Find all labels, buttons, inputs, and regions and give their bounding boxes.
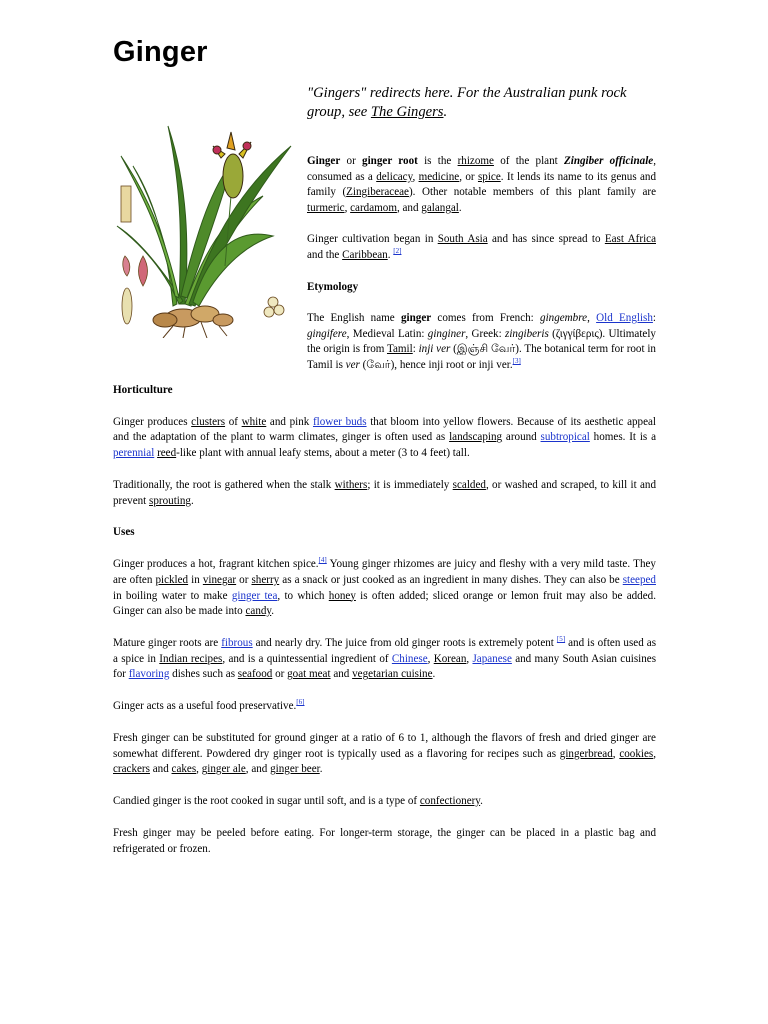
link-reed[interactable]: reed bbox=[157, 447, 177, 460]
link-rhizome[interactable]: rhizome bbox=[457, 155, 494, 167]
link-ginger-ale[interactable]: ginger ale bbox=[201, 763, 246, 776]
link-galangal[interactable]: galangal bbox=[421, 201, 459, 214]
reference-5[interactable]: [5] bbox=[556, 635, 566, 644]
reference-2[interactable]: [2] bbox=[393, 246, 402, 255]
article bbox=[113, 34, 657, 855]
link-pickled[interactable]: pickled bbox=[155, 573, 189, 586]
link-caribbean[interactable]: Caribbean bbox=[342, 248, 388, 261]
link-indian-recipes[interactable]: Indian recipes bbox=[159, 652, 223, 665]
page-title: Ginger bbox=[113, 36, 208, 68]
uses-paragraph-3: Ginger acts as a useful food preservative.[6] bbox=[113, 698, 305, 713]
link-cardamom[interactable]: cardamom bbox=[350, 201, 397, 214]
link-scalded[interactable]: scalded bbox=[452, 478, 486, 491]
link-zingiberaceae[interactable]: Zingiberaceae bbox=[346, 186, 409, 199]
link-confectionery[interactable]: confectionery bbox=[419, 795, 481, 808]
link-delicacy[interactable]: delicacy bbox=[376, 170, 413, 183]
link-clusters[interactable]: clusters bbox=[191, 415, 226, 428]
link-turmeric[interactable]: turmeric bbox=[307, 201, 345, 214]
link-medicine[interactable]: medicine bbox=[418, 170, 460, 183]
link-vegetarian-cuisine[interactable]: vegetarian cuisine bbox=[352, 668, 433, 681]
uses-paragraph-5: Candied ginger is the root cooked in sugar until soft, and is a type of confectionery. bbox=[113, 795, 483, 808]
link-withers[interactable]: withers bbox=[334, 478, 368, 491]
etymology-heading: Etymology bbox=[307, 280, 359, 293]
link-korean[interactable]: Korean bbox=[433, 652, 467, 665]
link-east-africa[interactable]: East Africa bbox=[604, 233, 656, 246]
intro-section bbox=[307, 154, 656, 390]
uses-paragraph-4: Fresh ginger can be substituted for ground ginger at a ratio of 6 to 1, although the flavors of fresh and dried ginger are somewhat different. Powdered dry ginger root is typically used as a flavoring for recipes such as gingerbread, cookies, crackers and cakes, ginger ale, and ginger beer. bbox=[113, 731, 656, 776]
link-sherry[interactable]: sherry bbox=[251, 573, 280, 586]
link-honey[interactable]: honey bbox=[328, 589, 356, 602]
reference-6[interactable]: [6] bbox=[296, 698, 305, 707]
horticulture-paragraph-2: Traditionally, the root is gathered when the stalk withers; it is immediately scalded, or washed and scraped, to kill it and prevent sprouting. bbox=[113, 478, 656, 507]
link-japanese[interactable]: Japanese bbox=[472, 652, 512, 665]
link-flower-buds[interactable]: flower buds bbox=[312, 415, 367, 428]
link-the-gingers[interactable]: The Gingers bbox=[370, 104, 444, 120]
link-crackers[interactable]: crackers bbox=[113, 763, 150, 776]
horticulture-heading: Horticulture bbox=[113, 384, 173, 396]
horticulture-paragraph-1: Ginger produces clusters of white and pink flower buds that bloom into yellow flowers. Because of its aesthetic appeal and the adaptation of the plant to warm climates, ginger is often used as landscaping around subtropical homes. It is a perennial reed-like plant with annual leafy stems, about a meter (3 to 4 feet) tall. bbox=[113, 415, 657, 460]
link-south-asia[interactable]: South Asia bbox=[437, 233, 488, 246]
intro-paragraph: Ginger or ginger root is the rhizome of the plant Zingiber officinale, consumed as a delicacy, medicine, or spice. It lends its name to its genus and family (Zingiberaceae). Other notable members of this plant family are turmeric, cardamom, and galangal. bbox=[307, 155, 657, 214]
uses-paragraph-2: Mature ginger roots are fibrous and nearly dry. The juice from old ginger roots is extremely potent [5] and is often used as a spice in Indian recipes, and is a quintessential ingredient of Chinese, Korean, Japanese and many South Asian cuisines for flavoring dishes such as seafood or goat meat and vegetarian cuisine. bbox=[113, 635, 657, 681]
link-subtropical[interactable]: subtropical bbox=[540, 431, 590, 444]
hatnote: "Gingers" redirects here. For the Australian punk rock group, see The Gingers. bbox=[307, 85, 627, 120]
link-ginger-tea[interactable]: ginger tea bbox=[231, 589, 278, 602]
link-white[interactable]: white bbox=[241, 415, 267, 428]
link-candy[interactable]: candy bbox=[245, 605, 272, 618]
link-cookies[interactable]: cookies bbox=[619, 747, 654, 760]
link-cakes[interactable]: cakes bbox=[171, 763, 197, 776]
ginger-plant-illustration bbox=[113, 106, 293, 338]
uses-heading: Uses bbox=[113, 526, 135, 539]
etymology-paragraph: The English name ginger comes from French: gingembre, Old English: gingifere, Medieval Latin: ginginer, Greek: zingiberis (ζιγγίβερις). Ultimately the origin is from Tamil: inji ver (இஞ்சி வேர்). The botanical term for root in Tamil is ver (வேர்), hence inji root or inji ver.[3] bbox=[307, 312, 657, 371]
link-fibrous[interactable]: fibrous bbox=[221, 637, 253, 650]
link-tamil[interactable]: Tamil bbox=[386, 343, 413, 356]
link-gingerbread[interactable]: gingerbread bbox=[559, 747, 613, 760]
link-vinegar[interactable]: vinegar bbox=[202, 573, 237, 586]
link-ginger-beer[interactable]: ginger beer bbox=[270, 763, 320, 776]
link-spice[interactable]: spice bbox=[477, 170, 501, 183]
article-body bbox=[113, 383, 656, 873]
uses-paragraph-6: Fresh ginger may be peeled before eating. For longer-term storage, the ginger can be placed in a plastic bag and refrigerated or frozen. bbox=[113, 826, 656, 855]
reference-3[interactable]: [3] bbox=[512, 356, 521, 365]
link-seafood[interactable]: seafood bbox=[237, 668, 273, 681]
reference-4[interactable]: [4] bbox=[318, 556, 327, 565]
link-flavoring[interactable]: flavoring bbox=[128, 668, 170, 681]
link-perennial[interactable]: perennial bbox=[113, 447, 155, 460]
link-chinese[interactable]: Chinese bbox=[391, 652, 428, 665]
link-steeped[interactable]: steeped bbox=[622, 573, 656, 586]
cultivation-paragraph: Ginger cultivation began in South Asia and has since spread to East Africa and the Caribbean. [2] bbox=[307, 233, 656, 261]
link-old-english[interactable]: Old English bbox=[596, 312, 653, 325]
link-goat-meat[interactable]: goat meat bbox=[287, 668, 331, 681]
uses-paragraph-1: Ginger produces a hot, fragrant kitchen spice.[4] Young ginger rhizomes are juicy and fleshy with a very mild taste. They are often pickled in vinegar or sherry as a snack or just cooked as an ingredient in many dishes. They can also be steeped in boiling water to make ginger tea, to which honey is often added; sliced orange or lemon fruit may also be added. Ginger can also be made into candy. bbox=[113, 556, 656, 618]
link-sprouting[interactable]: sprouting bbox=[149, 494, 191, 507]
link-landscaping[interactable]: landscaping bbox=[449, 431, 503, 444]
